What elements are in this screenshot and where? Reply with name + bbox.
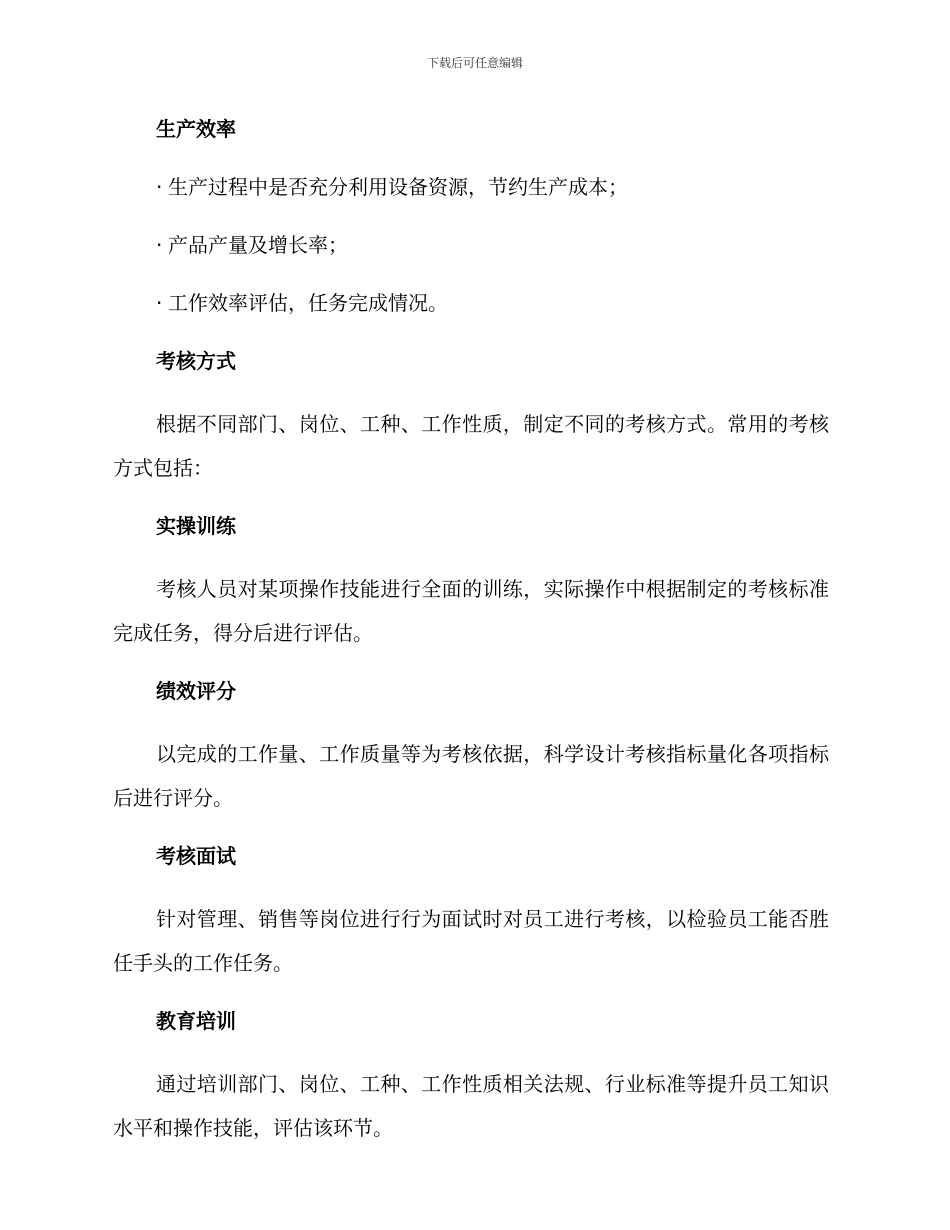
bullet-item [113, 170, 829, 204]
section-heading-education-training: 教育培训 [156, 1009, 236, 1033]
section-heading-assessment-method: 考核方式 [156, 349, 236, 373]
section-heading-performance-scoring: 绩效评分 [156, 679, 236, 703]
section-heading-assessment-interview: 考核面试 [156, 844, 236, 868]
document-body [113, 112, 829, 1169]
bullet-dot: · [156, 291, 163, 315]
section-heading-production-efficiency: 生产效率 [156, 117, 236, 141]
bullet-dot: · [156, 175, 163, 199]
bullet-dot: · [156, 233, 163, 257]
bullet-item [113, 286, 829, 320]
page-header: 下载后可任意编辑 [426, 56, 523, 70]
section-heading-practical-training: 实操训练 [156, 514, 236, 538]
bullet-item [113, 228, 829, 262]
paragraph-assessment-interview: 针对管理、销售等岗位进行行为面试时对员工进行考核，以检验员工能否胜任手头的工作任务。 [113, 907, 829, 975]
bullet-text: 产品产量及增长率； [168, 233, 348, 257]
bullet-text: 工作效率评估，任务完成情况。 [168, 291, 448, 315]
bullet-text: 生产过程中是否充分利用设备资源，节约生产成本； [168, 175, 628, 199]
paragraph-practical-training: 考核人员对某项操作技能进行全面的训练，实际操作中根据制定的考核标准完成任务，得分后进行评估。 [113, 577, 829, 645]
paragraph-assessment-method: 根据不同部门、岗位、工种、工作性质，制定不同的考核方式。常用的考核方式包括： [113, 412, 829, 480]
paragraph-education-training: 通过培训部门、岗位、工种、工作性质相关法规、行业标准等提升员工知识水平和操作技能，评估该环节。 [113, 1072, 829, 1140]
paragraph-performance-scoring: 以完成的工作量、工作质量等为考核依据，科学设计考核指标量化各项指标后进行评分。 [113, 742, 829, 810]
